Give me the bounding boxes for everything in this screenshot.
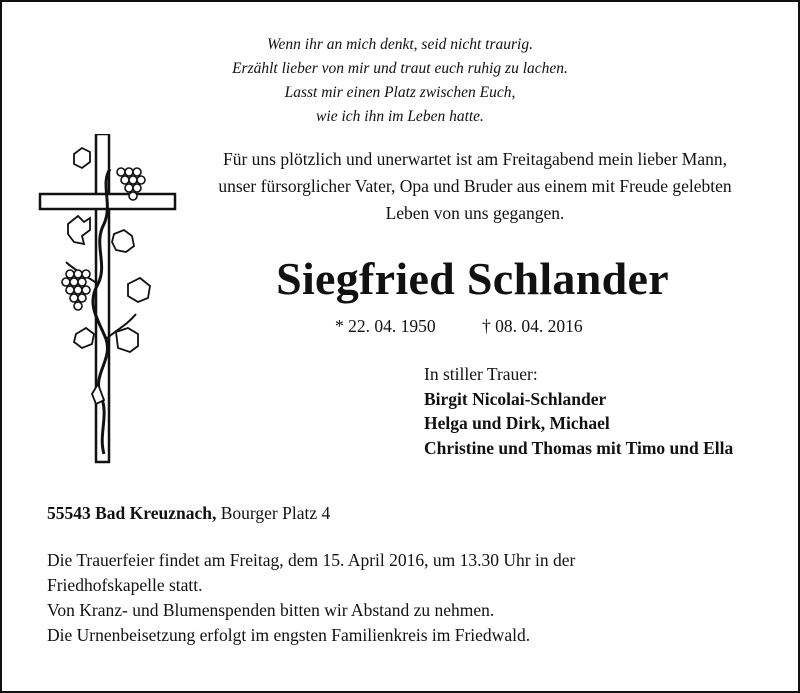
life-dates: [335, 316, 583, 337]
address-city: 55543 Bad Kreuznach,: [47, 503, 217, 523]
poem-line: wie ich ihn im Leben hatte.: [316, 108, 484, 125]
address-street: Bourger Platz 4: [220, 503, 331, 523]
announcement: [160, 146, 790, 227]
announcement-line: Leben von uns gegangen.: [385, 203, 565, 223]
notice-line: Von Kranz- und Blumenspenden bitten wir Abstand zu nehmen.: [47, 600, 495, 620]
notice-line: Die Urnenbeisetzung erfolgt im engsten Familienkreis im Friedwald.: [47, 625, 531, 645]
notice-line: Friedhofskapelle statt.: [47, 575, 203, 595]
poem-line: Erzählt lieber von mir und traut euch ruhig zu lachen.: [232, 60, 568, 77]
poem-line: Lasst mir einen Platz zwischen Euch,: [284, 84, 516, 101]
deceased-name: Siegfried Schlander: [276, 253, 669, 304]
funeral-notice: [47, 548, 575, 648]
notice-line: Die Trauerfeier findet am Freitag, dem 15. April 2016, um 13.30 Uhr in der: [47, 550, 576, 570]
mourner-name: Christine und Thomas mit Timo und Ella: [424, 437, 734, 458]
mourner-name: Helga und Dirk, Michael: [424, 413, 610, 433]
death-date: † 08. 04. 2016: [482, 316, 583, 336]
birth-date: * 22. 04. 1950: [335, 316, 436, 336]
mourners-block: [424, 362, 733, 460]
announcement-line: Für uns plötzlich und unerwartet ist am Freitagabend mein lieber Mann,: [223, 149, 727, 169]
address: [47, 503, 330, 524]
mourners-heading: In stiller Trauer:: [424, 364, 538, 384]
poem: [0, 33, 800, 129]
announcement-line: unser fürsorglicher Vater, Opa und Bruder aus einem mit Freude gelebten: [218, 176, 732, 196]
poem-line: Wenn ihr an mich denkt, seid nicht traurig.: [267, 36, 533, 53]
mourner-name: Birgit Nicolai-Schlander: [424, 388, 607, 409]
